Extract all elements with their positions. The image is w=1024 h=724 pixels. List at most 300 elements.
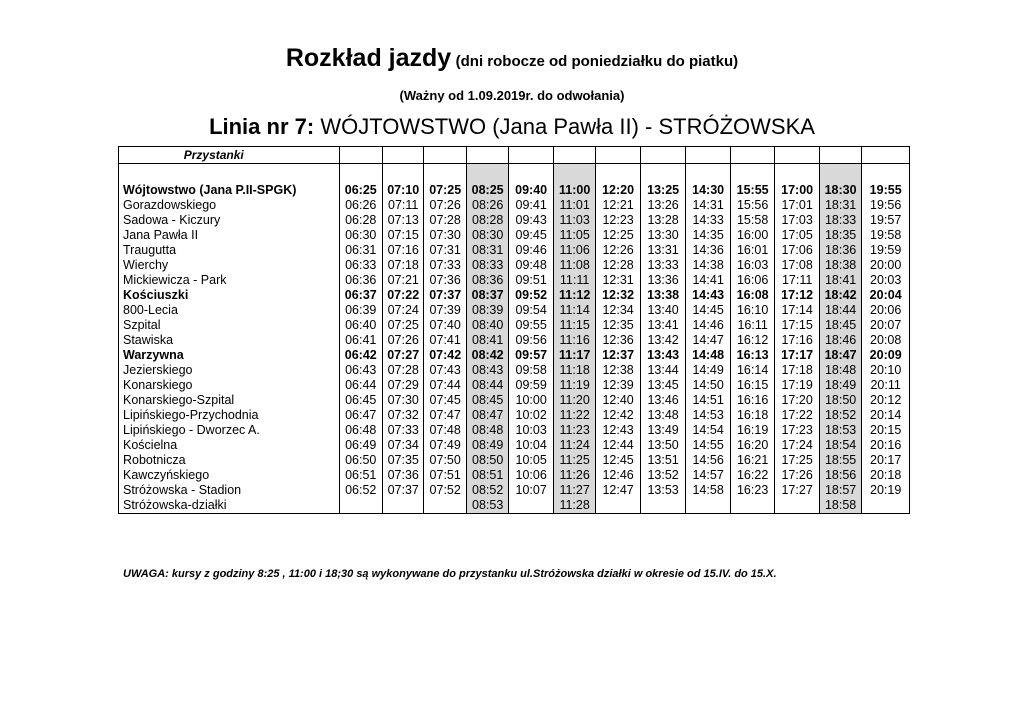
departure-time: 20:17 [862,453,910,468]
stop-name: Kościelna [119,438,340,453]
stop-name: Mickiewicza - Park [119,273,340,288]
departure-time: 16:08 [730,288,775,303]
spacer-cell [509,164,554,184]
departure-time: 15:58 [730,213,775,228]
note-text: UWAGA: kursy z godziny 8:25 , 11:00 i 18;30 są wykonywane do przystanku ul.Stróżowska działki w okresie od 15.IV. do 15.X. [123,568,777,580]
departure-time: 08:30 [466,228,508,243]
departure-time: 11:11 [553,273,595,288]
departure-time: 12:21 [596,198,641,213]
departure-time: 14:35 [686,228,731,243]
departure-time: 09:43 [509,213,554,228]
departure-time: 12:20 [596,183,641,198]
header-cell [339,147,382,164]
departure-time: 16:14 [730,363,775,378]
departure-time: 09:45 [509,228,554,243]
departure-time: 13:36 [640,273,686,288]
departure-time: 07:28 [424,213,466,228]
header-cell [424,147,466,164]
table-row [119,258,910,273]
departure-time: 08:28 [466,213,508,228]
departure-time: 13:38 [640,288,686,303]
departure-time: 06:26 [339,198,382,213]
departure-time: 18:31 [819,198,861,213]
departure-time: 17:15 [775,318,820,333]
departure-time: 19:58 [862,228,910,243]
timetable-title [0,44,1024,73]
departure-time: 16:13 [730,348,775,363]
table-row [119,393,910,408]
departure-time: 16:20 [730,438,775,453]
stop-name: Jana Pawła II [119,228,340,243]
departure-time: 11:00 [553,183,595,198]
stop-name: Stróżowska-działki [119,498,340,514]
departure-time: 08:43 [466,363,508,378]
departure-time: 17:11 [775,273,820,288]
departure-time: 17:01 [775,198,820,213]
departure-time: 06:28 [339,213,382,228]
departure-time: 07:43 [424,363,466,378]
timetable [118,146,910,514]
departure-time: 20:19 [862,483,910,498]
departure-time: 20:18 [862,468,910,483]
stop-name: Kawczyńskiego [119,468,340,483]
stops-header-cell [119,147,340,164]
departure-time: 06:37 [339,288,382,303]
departure-time: 12:40 [596,393,641,408]
departure-time: 10:07 [509,483,554,498]
departure-time: 11:24 [553,438,595,453]
departure-time: 20:07 [862,318,910,333]
departure-time: 17:23 [775,423,820,438]
departure-time: 13:28 [640,213,686,228]
departure-time: 12:34 [596,303,641,318]
departure-time: 17:03 [775,213,820,228]
departure-time: 07:51 [424,468,466,483]
table-row [119,408,910,423]
departure-time: 06:25 [339,183,382,198]
departure-time: 06:39 [339,303,382,318]
departure-time: 20:08 [862,333,910,348]
departure-time: 17:06 [775,243,820,258]
departure-time: 07:37 [382,483,423,498]
departure-time: 06:31 [339,243,382,258]
departure-time: 12:36 [596,333,641,348]
departure-time: 07:47 [424,408,466,423]
departure-time: 14:46 [686,318,731,333]
departure-time: 07:16 [382,243,423,258]
departure-time [509,498,554,514]
spacer-cell [775,164,820,184]
departure-time: 12:39 [596,378,641,393]
departure-time: 08:47 [466,408,508,423]
spacer-cell [730,164,775,184]
table-row [119,333,910,348]
spacer-cell [862,164,910,184]
spacer-cell [553,164,595,184]
departure-time: 18:49 [819,378,861,393]
departure-time: 07:42 [424,348,466,363]
departure-time [339,498,382,514]
departure-time: 06:50 [339,453,382,468]
header-cell [640,147,686,164]
departure-time: 17:08 [775,258,820,273]
departure-time: 14:36 [686,243,731,258]
spacer-cell [640,164,686,184]
departure-time: 12:35 [596,318,641,333]
departure-time: 14:50 [686,378,731,393]
departure-time: 16:18 [730,408,775,423]
stop-name: Stawiska [119,333,340,348]
departure-time: 07:34 [382,438,423,453]
departure-time: 18:46 [819,333,861,348]
stop-name: Konarskiego-Szpital [119,393,340,408]
departure-time: 10:05 [509,453,554,468]
departure-time: 16:10 [730,303,775,318]
departure-time: 14:47 [686,333,731,348]
departure-time: 11:01 [553,198,595,213]
table-row [119,453,910,468]
departure-time [775,498,820,514]
departure-time: 11:15 [553,318,595,333]
departure-time: 09:41 [509,198,554,213]
departure-time: 06:49 [339,438,382,453]
stop-name: Wójtowstwo (Jana P.II-SPGK) [119,183,340,198]
departure-time: 18:55 [819,453,861,468]
departure-time: 18:42 [819,288,861,303]
departure-time: 07:25 [424,183,466,198]
title-main: Rozkład jazdy [285,44,452,72]
departure-time: 10:03 [509,423,554,438]
departure-time: 07:50 [424,453,466,468]
departure-time: 09:59 [509,378,554,393]
departure-time: 08:31 [466,243,508,258]
departure-time: 13:33 [640,258,686,273]
departure-time: 14:33 [686,213,731,228]
departure-time: 18:57 [819,483,861,498]
stop-name: Konarskiego [119,378,340,393]
departure-time: 11:14 [553,303,595,318]
departure-time: 15:55 [730,183,775,198]
departure-time: 11:26 [553,468,595,483]
departure-time: 20:11 [862,378,910,393]
departure-time: 12:42 [596,408,641,423]
departure-time: 11:19 [553,378,595,393]
departure-time: 13:51 [640,453,686,468]
departure-time: 12:32 [596,288,641,303]
header-cell [862,147,910,164]
departure-time: 08:25 [466,183,508,198]
spacer-cell [466,164,508,184]
departure-time: 18:50 [819,393,861,408]
title-subtitle: (dni robocze od poniedziałku do piatku) [455,53,739,70]
departure-time: 12:43 [596,423,641,438]
departure-time: 07:29 [382,378,423,393]
departure-time: 14:57 [686,468,731,483]
table-row [119,228,910,243]
departure-time: 07:26 [424,198,466,213]
departure-time: 08:33 [466,258,508,273]
departure-time: 16:23 [730,483,775,498]
departure-time: 12:23 [596,213,641,228]
departure-time: 18:33 [819,213,861,228]
departure-time: 08:26 [466,198,508,213]
departure-time: 19:59 [862,243,910,258]
table-row [119,363,910,378]
departure-time: 17:20 [775,393,820,408]
departure-time: 09:40 [509,183,554,198]
departure-time: 11:18 [553,363,595,378]
departure-time: 20:09 [862,348,910,363]
departure-time: 06:30 [339,228,382,243]
departure-time: 17:16 [775,333,820,348]
departure-time: 13:40 [640,303,686,318]
departure-time: 12:31 [596,273,641,288]
departure-time: 18:48 [819,363,861,378]
header-cell [553,147,595,164]
header-cell [686,147,731,164]
departure-time [424,498,466,514]
departure-time: 07:37 [424,288,466,303]
departure-time: 13:48 [640,408,686,423]
table-row [119,198,910,213]
departure-time: 16:19 [730,423,775,438]
departure-time: 11:06 [553,243,595,258]
header-cell [819,147,861,164]
departure-time: 12:45 [596,453,641,468]
departure-time: 08:53 [466,498,508,514]
departure-time: 13:25 [640,183,686,198]
departure-time: 20:00 [862,258,910,273]
departure-time: 14:48 [686,348,731,363]
departure-time: 08:45 [466,393,508,408]
table-row [119,348,910,363]
departure-time: 13:46 [640,393,686,408]
departure-time: 18:53 [819,423,861,438]
departure-time: 07:36 [424,273,466,288]
departure-time: 08:40 [466,318,508,333]
departure-time: 17:26 [775,468,820,483]
departure-time: 13:43 [640,348,686,363]
header-row [119,147,910,164]
stop-name: Warzywna [119,348,340,363]
departure-time: 13:31 [640,243,686,258]
departure-time: 07:40 [424,318,466,333]
departure-time: 17:00 [775,183,820,198]
departure-time: 17:17 [775,348,820,363]
departure-time: 10:04 [509,438,554,453]
departure-time: 07:32 [382,408,423,423]
departure-time: 17:14 [775,303,820,318]
departure-time: 14:43 [686,288,731,303]
departure-time: 13:26 [640,198,686,213]
departure-time: 18:58 [819,498,861,514]
header-cell [509,147,554,164]
departure-time: 11:17 [553,348,595,363]
stop-name: Traugutta [119,243,340,258]
departure-time: 07:10 [382,183,423,198]
departure-time: 07:27 [382,348,423,363]
departure-time: 07:22 [382,288,423,303]
departure-time: 07:30 [424,228,466,243]
departure-time [686,498,731,514]
departure-time: 07:18 [382,258,423,273]
departure-time: 06:33 [339,258,382,273]
table-row [119,213,910,228]
departure-time: 07:49 [424,438,466,453]
departure-time: 09:58 [509,363,554,378]
table-row [119,468,910,483]
departure-time: 14:30 [686,183,731,198]
departure-time: 13:49 [640,423,686,438]
spacer-cell [119,164,340,184]
departure-time: 07:24 [382,303,423,318]
departure-time: 06:36 [339,273,382,288]
departure-time: 16:15 [730,378,775,393]
departure-time: 17:25 [775,453,820,468]
departure-time: 14:41 [686,273,731,288]
table-row [119,273,910,288]
spacer-cell [339,164,382,184]
departure-time: 20:15 [862,423,910,438]
departure-time: 20:10 [862,363,910,378]
departure-time: 15:56 [730,198,775,213]
departure-time: 08:39 [466,303,508,318]
departure-time: 17:05 [775,228,820,243]
departure-time: 11:16 [553,333,595,348]
departure-time: 12:44 [596,438,641,453]
header-cell [466,147,508,164]
validity-text: (Ważny od 1.09.2019r. do odwołania) [399,88,625,103]
departure-time: 09:52 [509,288,554,303]
spacer-row [119,164,910,184]
departure-time: 06:51 [339,468,382,483]
departure-time: 14:38 [686,258,731,273]
departure-time: 20:14 [862,408,910,423]
departure-time: 14:56 [686,453,731,468]
departure-time: 16:01 [730,243,775,258]
departure-time: 09:46 [509,243,554,258]
departure-time: 17:27 [775,483,820,498]
departure-time: 11:12 [553,288,595,303]
departure-time: 13:50 [640,438,686,453]
table-row [119,438,910,453]
stops-header-label: Przystanki [183,147,244,162]
line-heading [0,114,1024,140]
departure-time [862,498,910,514]
stop-name: 800-Lecia [119,303,340,318]
departure-time: 13:30 [640,228,686,243]
departure-time: 12:25 [596,228,641,243]
departure-time: 18:56 [819,468,861,483]
line-label: Linia nr 7: [209,114,315,139]
departure-time: 07:35 [382,453,423,468]
spacer-cell [424,164,466,184]
departure-time: 07:25 [382,318,423,333]
spacer-cell [382,164,423,184]
stop-name: Robotnicza [119,453,340,468]
departure-time: 11:03 [553,213,595,228]
departure-time: 14:54 [686,423,731,438]
departure-time: 07:33 [424,258,466,273]
departure-time: 06:40 [339,318,382,333]
departure-time: 16:22 [730,468,775,483]
stop-name: Szpital [119,318,340,333]
departure-time: 07:33 [382,423,423,438]
departure-time: 14:31 [686,198,731,213]
departure-time: 11:23 [553,423,595,438]
departure-time: 20:12 [862,393,910,408]
table-row [119,288,910,303]
departure-time: 18:41 [819,273,861,288]
table-row [119,378,910,393]
departure-time: 09:56 [509,333,554,348]
departure-time: 11:27 [553,483,595,498]
line-route: WÓJTOWSTWO (Jana Pawła II) - STRÓŻOWSKA [320,114,815,139]
departure-time: 12:46 [596,468,641,483]
departure-time: 06:48 [339,423,382,438]
departure-time: 18:45 [819,318,861,333]
timetable-body [119,147,910,514]
departure-time: 07:13 [382,213,423,228]
departure-time: 17:18 [775,363,820,378]
departure-time: 19:56 [862,198,910,213]
departure-time: 08:37 [466,288,508,303]
departure-time: 18:44 [819,303,861,318]
departure-time: 07:36 [382,468,423,483]
departure-time: 18:30 [819,183,861,198]
departure-time: 19:55 [862,183,910,198]
departure-time: 11:28 [553,498,595,514]
table-row [119,483,910,498]
departure-time: 09:57 [509,348,554,363]
departure-time: 09:48 [509,258,554,273]
stop-name: Stróżowska - Stadion [119,483,340,498]
departure-time: 06:44 [339,378,382,393]
departure-time: 09:54 [509,303,554,318]
departure-time: 19:57 [862,213,910,228]
departure-time: 11:25 [553,453,595,468]
departure-time: 13:41 [640,318,686,333]
table-row [119,498,910,514]
stop-name: Kościuszki [119,288,340,303]
table-row [119,318,910,333]
departure-time: 16:16 [730,393,775,408]
departure-time: 06:41 [339,333,382,348]
departure-time: 08:52 [466,483,508,498]
departure-time: 08:44 [466,378,508,393]
departure-time: 16:03 [730,258,775,273]
departure-time: 07:48 [424,423,466,438]
departure-time: 16:00 [730,228,775,243]
departure-time: 10:02 [509,408,554,423]
header-cell [382,147,423,164]
departure-time: 17:19 [775,378,820,393]
header-cell [730,147,775,164]
header-cell [596,147,641,164]
departure-time: 17:12 [775,288,820,303]
table-row [119,183,910,198]
departure-time [730,498,775,514]
table-row [119,243,910,258]
stop-name: Gorazdowskiego [119,198,340,213]
departure-time: 11:05 [553,228,595,243]
departure-time: 20:03 [862,273,910,288]
departure-time: 13:45 [640,378,686,393]
departure-time: 13:42 [640,333,686,348]
departure-time: 14:45 [686,303,731,318]
departure-time: 12:26 [596,243,641,258]
stop-name: Lipińskiego - Dworzec A. [119,423,340,438]
